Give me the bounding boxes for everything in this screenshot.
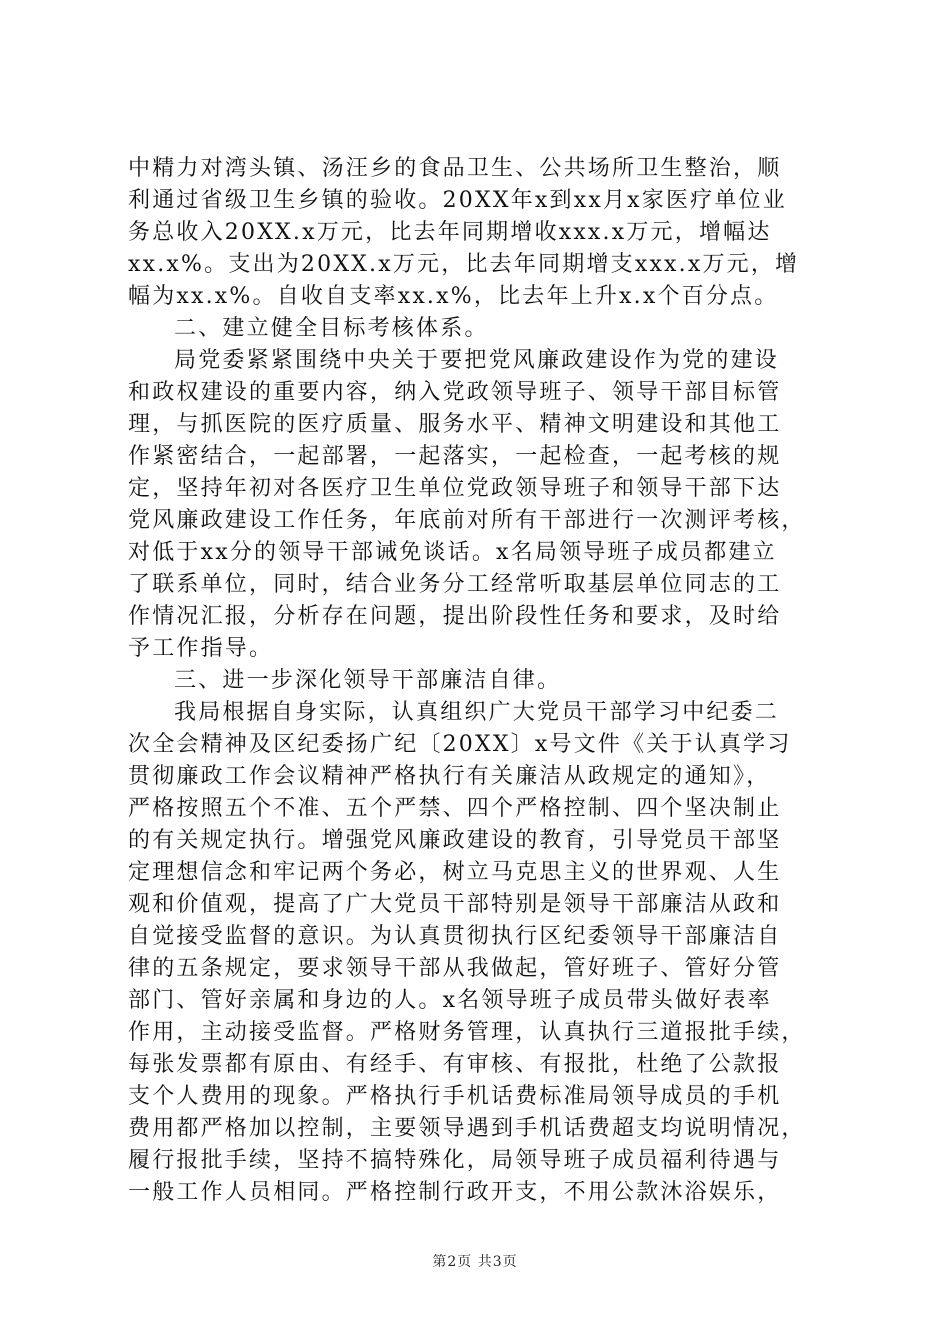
text-line: 部门、管好亲属和身边的人。x名领导班子成员带头做好表率	[128, 988, 772, 1013]
text-line: 理，与抓医院的医疗质量、服务水平、精神文明建设和其他工	[128, 412, 782, 437]
text-line: 对低于xx分的领导干部诫免谈话。x名局领导班子成员都建立	[128, 540, 777, 565]
text-line: 的有关规定执行。增强党风廉政建设的教育，引导党员干部坚	[128, 828, 782, 853]
text-line: 自觉接受监督的意识。为认真贯彻执行区纪委领导干部廉洁自	[128, 924, 782, 949]
text-line: 了联系单位，同时，结合业务分工经常听取基层单位同志的工	[128, 572, 782, 597]
paragraph-start: 局党委紧紧围绕中央关于要把党风廉政建设作为党的建设	[174, 348, 780, 373]
text-line: 次全会精神及区纪委扬广纪〔20XX〕x号文件《关于认真学习	[128, 732, 792, 757]
text-line: 每张发票都有原由、有经手、有审核、有报批，杜绝了公款报	[128, 1052, 782, 1077]
text-line: 幅为xx.x%。自收自支率xx.x%，比去年上升x.x个百分点。	[128, 284, 779, 309]
text-line: 和政权建设的重要内容，纳入党政领导班子、领导干部目标管	[128, 380, 782, 405]
text-line: 务总收入20XX.x万元，比去年同期增收xxx.x万元，增幅达	[128, 220, 772, 245]
text-line: 一般工作人员相同。严格控制行政开支，不用公款沐浴娱乐，	[128, 1180, 782, 1205]
text-line: 作紧密结合，一起部署，一起落实，一起检查，一起考核的规	[128, 444, 782, 469]
text-line: 定理想信念和牢记两个务必，树立马克思主义的世界观、人生	[128, 860, 782, 885]
text-line: 费用都严格加以控制，主要领导遇到手机话费超支均说明情况，	[128, 1116, 806, 1141]
page-number-footer: 第2页 共3页	[432, 1254, 518, 1270]
section-heading: 二、建立健全目标考核体系。	[174, 316, 489, 341]
text-line: 严格按照五个不准、五个严禁、四个严格控制、四个坚决制止	[128, 796, 782, 821]
text-line: 贯彻廉政工作会议精神严格执行有关廉洁从政规定的通知》，	[128, 764, 771, 789]
section-heading: 三、进一步深化领导干部廉洁自律。	[174, 668, 562, 693]
text-line: 作情况汇报，分析存在问题，提出阶段性任务和要求，及时给	[128, 604, 782, 629]
text-line: 观和价值观，提高了广大党员干部特别是领导干部廉洁从政和	[128, 892, 782, 917]
text-line: xx.x%。支出为20XX.x万元，比去年同期增支xxx.x万元，增	[128, 252, 800, 277]
text-line: 履行报批手续，坚持不搞特殊化，局领导班子成员福利待遇与	[128, 1148, 782, 1173]
text-line: 予工作指导。	[128, 636, 274, 661]
text-line: 作用，主动接受监督。严格财务管理，认真执行三道报批手续，	[128, 1020, 806, 1045]
text-line: 支个人费用的现象。严格执行手机话费标准局领导成员的手机	[128, 1084, 782, 1109]
document-body	[128, 153, 836, 1209]
text-line: 中精力对湾头镇、汤汪乡的食品卫生、公共场所卫生整治，顺	[128, 156, 782, 181]
text-line: 党风廉政建设工作任务，年底前对所有干部进行一次测评考核，	[128, 508, 806, 533]
paragraph-start: 我局根据自身实际，认真组织广大党员干部学习中纪委二	[174, 700, 780, 725]
text-line: 定，坚持年初对各医疗卫生单位党政领导班子和领导干部下达	[128, 476, 782, 501]
text-line: 律的五条规定，要求领导干部从我做起，管好班子、管好分管	[128, 956, 782, 981]
text-line: 利通过省级卫生乡镇的验收。20XX年x到xx月x家医疗单位业	[128, 188, 787, 213]
